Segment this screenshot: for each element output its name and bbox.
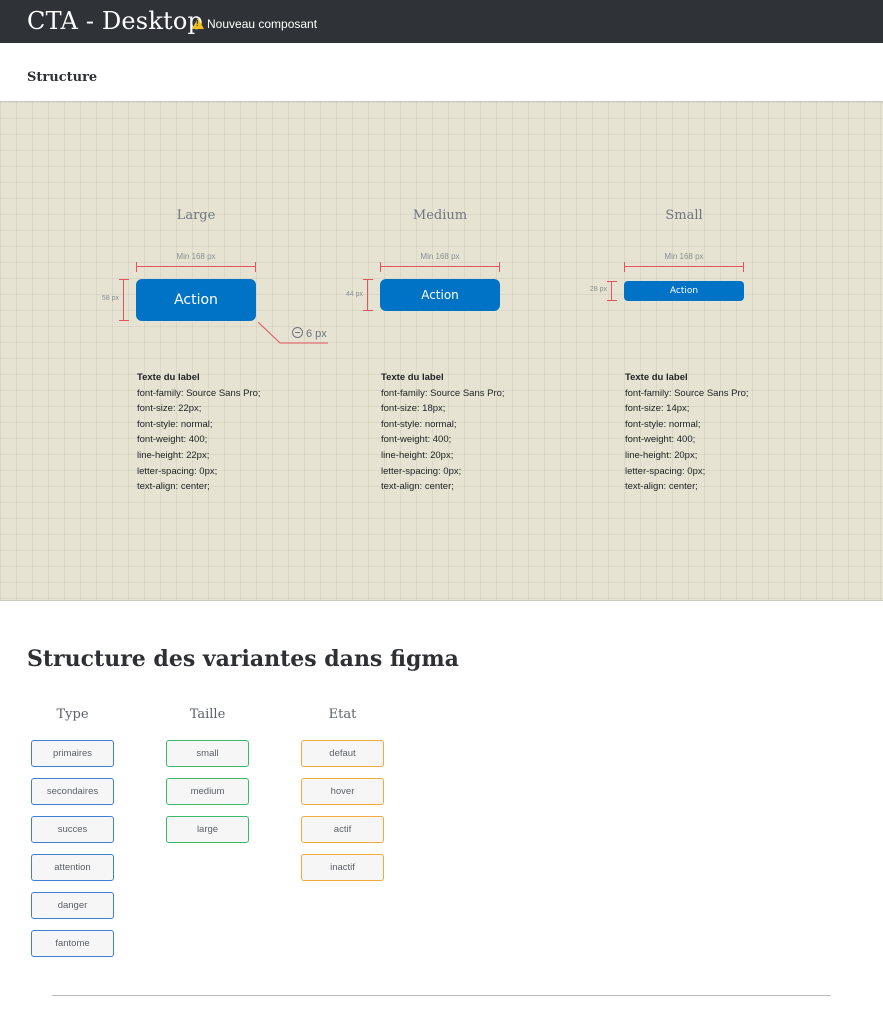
cta-small-button[interactable]: Action [624, 281, 744, 301]
height-label-medium: 44 px [345, 291, 363, 298]
spec-line: font-size: 18px; [381, 403, 446, 415]
new-component-badge [192, 17, 317, 31]
spec-line: font-style: normal; [381, 418, 457, 430]
variant-chip-type[interactable]: secondaires [31, 778, 114, 805]
width-label-small: Min 168 px [664, 252, 704, 261]
section-title-structure: Structure [27, 70, 98, 85]
footer-divider [52, 995, 831, 996]
spec-line: font-family: Source Sans Pro; [381, 387, 505, 399]
spec-line: font-weight: 400; [381, 434, 452, 446]
variant-chip-state[interactable]: inactif [301, 854, 384, 881]
spec-line: font-size: 22px; [137, 403, 202, 415]
spec-line: font-weight: 400; [625, 434, 696, 446]
spec-line: font-family: Source Sans Pro; [625, 387, 749, 399]
spec-title: Texte du label [625, 372, 688, 383]
spec-medium [381, 370, 541, 495]
width-label-medium: Min 168 px [420, 252, 460, 261]
variants-title: Structure des variantes dans figma [27, 646, 459, 672]
variant-chip-type[interactable]: primaires [31, 740, 114, 767]
page-title: CTA - Desktop [27, 7, 204, 35]
spec-line: letter-spacing: 0px; [137, 465, 218, 477]
spec-line: letter-spacing: 0px; [625, 465, 706, 477]
variant-chip-type[interactable]: fantome [31, 930, 114, 957]
spec-title: Texte du label [137, 372, 200, 383]
size-title-large: Large [176, 208, 216, 223]
height-label-large: 58 px [101, 295, 119, 302]
variant-chip-type[interactable]: danger [31, 892, 114, 919]
spec-line: line-height: 20px; [625, 449, 698, 461]
warning-icon [192, 18, 204, 29]
variant-chip-state[interactable]: hover [301, 778, 384, 805]
spec-line: font-style: normal; [137, 418, 213, 430]
spec-line: font-size: 14px; [625, 403, 690, 415]
top-bar [0, 0, 883, 43]
spec-line: text-align: center; [381, 481, 454, 493]
cta-large-button[interactable]: Action [136, 279, 256, 321]
variant-chip-size[interactable]: large [166, 816, 249, 843]
height-dimension-medium [363, 279, 373, 311]
corner-radius-icon [292, 327, 303, 338]
variant-chip-size[interactable]: medium [166, 778, 249, 805]
width-label-large: Min 168 px [176, 252, 216, 261]
height-label-small: 28 px [589, 286, 607, 293]
width-dimension-small [624, 262, 744, 272]
height-dimension-large [119, 279, 129, 321]
spec-line: font-style: normal; [625, 418, 701, 430]
structure-canvas [0, 101, 883, 601]
variant-chip-state[interactable]: defaut [301, 740, 384, 767]
spec-line: line-height: 22px; [137, 449, 210, 461]
spec-line: line-height: 20px; [381, 449, 454, 461]
spec-line: font-family: Source Sans Pro; [137, 387, 261, 399]
variant-chip-state[interactable]: actif [301, 816, 384, 843]
variant-chip-size[interactable]: small [166, 740, 249, 767]
spec-line: text-align: center; [137, 481, 210, 493]
spec-line: letter-spacing: 0px; [381, 465, 462, 477]
height-dimension-small [607, 281, 617, 301]
spec-line: text-align: center; [625, 481, 698, 493]
column-title-state: Etat [328, 707, 357, 722]
column-title-type: Type [56, 707, 89, 722]
variant-chip-type[interactable]: succes [31, 816, 114, 843]
size-title-small: Small [665, 208, 703, 223]
badge-label: Nouveau composant [207, 17, 318, 31]
cta-medium-button[interactable]: Action [380, 279, 500, 311]
size-title-medium: Medium [412, 208, 468, 223]
column-title-size: Taille [189, 707, 226, 722]
width-dimension-medium [380, 262, 500, 272]
radius-annotation: 6 px [292, 326, 327, 340]
variant-chip-type[interactable]: attention [31, 854, 114, 881]
spec-title: Texte du label [381, 372, 444, 383]
width-dimension-large [136, 262, 256, 272]
spec-large [137, 370, 297, 495]
spec-line: font-weight: 400; [137, 434, 208, 446]
spec-small [625, 370, 785, 495]
